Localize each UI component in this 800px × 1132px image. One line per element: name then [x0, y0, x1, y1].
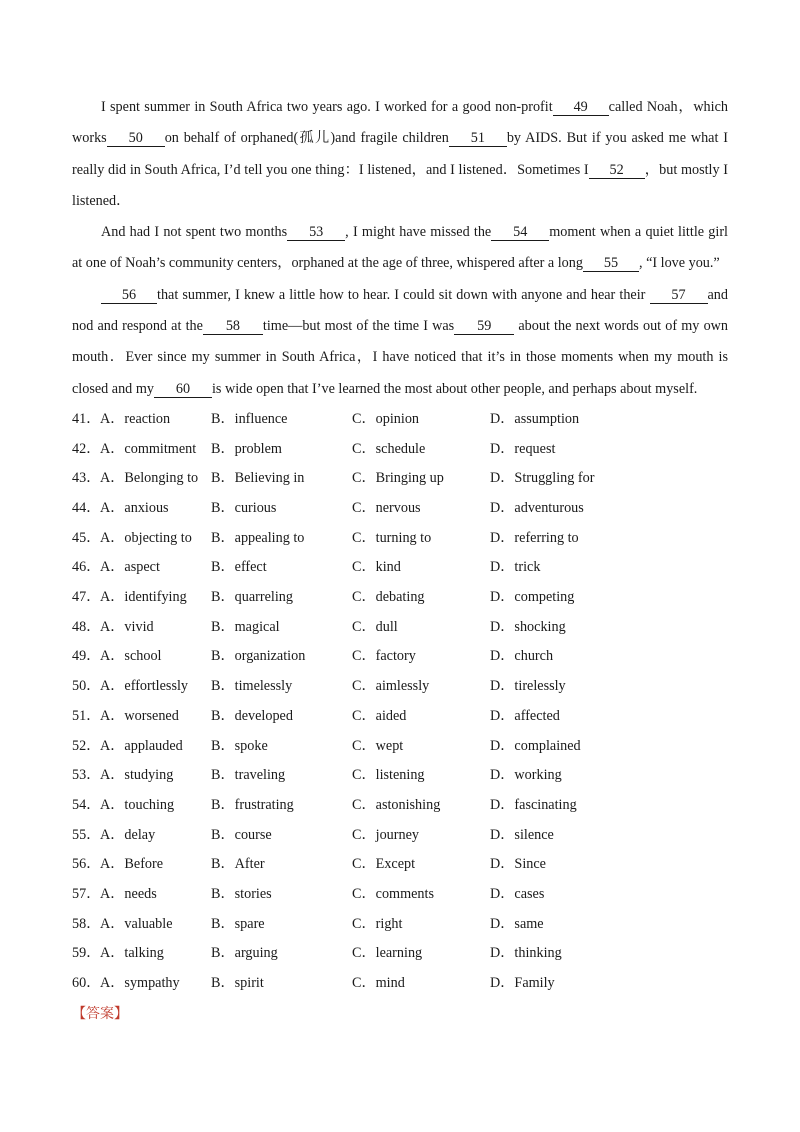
- passage-text: called Noah，which works: [72, 99, 728, 147]
- option-d: D．church: [490, 648, 554, 665]
- option-d: D．fascinating: [490, 796, 577, 813]
- question-number: 42．: [72, 440, 101, 457]
- question-number: 49．: [72, 648, 101, 665]
- option-row-51: [72, 702, 728, 732]
- option-a: A．school: [100, 648, 162, 665]
- option-d: D．thinking: [490, 945, 562, 962]
- option-a: A．aspect: [100, 559, 160, 576]
- option-b: B．stories: [211, 885, 272, 902]
- option-a: A．vivid: [100, 618, 154, 635]
- passage-text: and nod and respond at the: [72, 286, 728, 335]
- passage-text: And had I not spent two months: [101, 224, 288, 241]
- option-d: D．request: [490, 440, 556, 457]
- option-d: D．affected: [490, 707, 560, 724]
- option-a: A．worsened: [100, 707, 179, 724]
- option-a: A．studying: [100, 767, 174, 784]
- blank-52: 52: [589, 163, 645, 179]
- blank-54: 54: [491, 225, 549, 241]
- option-a: A．valuable: [100, 915, 173, 932]
- option-b: B．After: [211, 856, 265, 873]
- option-a: A．touching: [100, 796, 175, 813]
- option-a: A．objecting to: [100, 529, 192, 546]
- option-c: C．learning: [352, 945, 423, 962]
- blank-56: 56: [101, 288, 157, 304]
- passage-paragraph-2: [72, 217, 728, 280]
- option-row-54: [72, 791, 728, 821]
- passage-text: moment when a quiet little girl at one of Noah’s community centers，orphaned at the age of three, whispered after a long: [72, 224, 728, 272]
- option-c: C．wept: [352, 737, 404, 754]
- option-b: B．spare: [211, 915, 265, 932]
- option-b: B．organization: [211, 648, 306, 665]
- question-number: 53．: [72, 767, 101, 784]
- question-number: 43．: [72, 470, 101, 487]
- option-c: C．mind: [352, 975, 405, 992]
- option-a: A．commitment: [100, 440, 197, 457]
- option-row-53: [72, 761, 728, 791]
- option-b: B．influence: [211, 410, 288, 427]
- blank-57: 57: [650, 288, 708, 304]
- passage-text: ，but mostly I listened．: [72, 161, 728, 209]
- option-b: B．effect: [211, 559, 267, 576]
- option-b: B．frustrating: [211, 796, 294, 813]
- option-row-47: [72, 583, 728, 613]
- option-b: B．course: [211, 826, 272, 843]
- blank-59: 59: [454, 319, 514, 335]
- option-row-46: [72, 553, 728, 583]
- option-c: C．aimlessly: [352, 678, 430, 695]
- option-c: C．listening: [352, 767, 425, 784]
- option-row-49: [72, 642, 728, 672]
- option-row-44: [72, 494, 728, 524]
- option-d: D．tirelessly: [490, 678, 566, 695]
- option-a: A．anxious: [100, 500, 169, 517]
- option-d: D．silence: [490, 826, 554, 843]
- option-row-43: [72, 464, 728, 494]
- question-number: 50．: [72, 678, 101, 695]
- question-number: 44．: [72, 500, 101, 517]
- option-c: C．aided: [352, 707, 407, 724]
- option-a: A．reaction: [100, 410, 171, 427]
- option-row-45: [72, 524, 728, 554]
- option-d: D．working: [490, 767, 562, 784]
- option-b: B．appealing to: [211, 529, 305, 546]
- blank-51: 51: [449, 131, 507, 147]
- question-number: 55．: [72, 826, 101, 843]
- option-c: C．journey: [352, 826, 419, 843]
- blank-58: 58: [203, 319, 263, 335]
- option-a: A．applauded: [100, 737, 183, 754]
- option-b: B．traveling: [211, 767, 286, 784]
- option-b: B．arguing: [211, 945, 278, 962]
- option-d: D．assumption: [490, 410, 580, 427]
- option-d: D．referring to: [490, 529, 579, 546]
- option-c: C．dull: [352, 618, 398, 635]
- option-d: D．complained: [490, 737, 581, 754]
- question-number: 54．: [72, 796, 101, 813]
- option-row-57: [72, 880, 728, 910]
- option-d: D．shocking: [490, 618, 566, 635]
- blank-60: 60: [154, 382, 212, 398]
- option-d: D．same: [490, 915, 544, 932]
- option-d: D．trick: [490, 559, 541, 576]
- option-row-50: [72, 672, 728, 702]
- option-b: B．quarreling: [211, 589, 293, 606]
- question-number: 60．: [72, 975, 101, 992]
- document-page: [72, 92, 728, 1023]
- question-number: 56．: [72, 856, 101, 873]
- option-row-48: [72, 613, 728, 643]
- option-row-52: [72, 732, 728, 762]
- question-number: 47．: [72, 589, 101, 606]
- passage-text: that summer, I knew a little how to hear. I could sit down with anyone and hear their: [157, 286, 650, 303]
- option-d: D．adventurous: [490, 500, 584, 517]
- option-c: C．factory: [352, 648, 416, 665]
- question-number: 58．: [72, 915, 101, 932]
- option-d: D．cases: [490, 885, 545, 902]
- question-number: 46．: [72, 559, 101, 576]
- passage-text: on behalf of orphaned(孤儿)and fragile children: [164, 130, 449, 147]
- option-a: A．talking: [100, 945, 164, 962]
- option-c: C．kind: [352, 559, 401, 576]
- blank-53: 53: [287, 225, 345, 241]
- passage-paragraph-3: [72, 280, 728, 405]
- option-d: D．Family: [490, 975, 555, 992]
- question-number: 57．: [72, 885, 101, 902]
- passage-text: is wide open that I’ve learned the most about other people, and perhaps about myself.: [211, 380, 698, 397]
- passage-text: by AIDS. But if you asked me what I really did in South Africa, I’d tell you one thing：I listened，and I listened．Sometimes I: [72, 130, 728, 178]
- option-a: A．identifying: [100, 589, 187, 606]
- option-row-42: [72, 435, 728, 465]
- passage-text: , I might have missed the: [345, 224, 492, 241]
- question-number: 51．: [72, 707, 101, 724]
- question-number: 45．: [72, 529, 101, 546]
- option-row-56: [72, 850, 728, 880]
- question-number: 41．: [72, 410, 101, 427]
- option-c: C．turning to: [352, 529, 432, 546]
- option-a: A．needs: [100, 885, 157, 902]
- passage-text: time—but most of the time I was: [262, 318, 455, 335]
- option-a: A．delay: [100, 826, 156, 843]
- option-c: C．comments: [352, 885, 434, 902]
- option-row-55: [72, 821, 728, 851]
- option-b: B．developed: [211, 707, 293, 724]
- option-row-58: [72, 910, 728, 940]
- question-number: 59．: [72, 945, 101, 962]
- option-d: D．Struggling for: [490, 470, 595, 487]
- option-b: B．curious: [211, 500, 277, 517]
- option-c: C．right: [352, 915, 403, 932]
- option-c: C．opinion: [352, 410, 420, 427]
- option-c: C．Bringing up: [352, 470, 444, 487]
- option-b: B．Believing in: [211, 470, 305, 487]
- passage-text: I spent summer in South Africa two years ago. I worked for a good non-profit: [101, 99, 553, 115]
- option-a: A．sympathy: [100, 975, 180, 992]
- question-number: 52．: [72, 737, 101, 754]
- option-b: B．magical: [211, 618, 280, 635]
- option-d: D．Since: [490, 856, 546, 873]
- passage-paragraph-1: [72, 92, 728, 217]
- option-a: A．effortlessly: [100, 678, 188, 695]
- passage-text: , “I love you.”: [638, 255, 720, 272]
- option-c: C．astonishing: [352, 796, 441, 813]
- option-b: B．timelessly: [211, 678, 293, 695]
- option-b: B．spirit: [211, 975, 264, 992]
- option-c: C．schedule: [352, 440, 426, 457]
- blank-49: 49: [553, 100, 609, 116]
- option-b: B．problem: [211, 440, 282, 457]
- option-row-41: [72, 405, 728, 435]
- option-a: A．Before: [100, 856, 164, 873]
- option-b: B．spoke: [211, 737, 268, 754]
- option-row-60: [72, 969, 728, 999]
- option-c: C．Except: [352, 856, 416, 873]
- option-c: C．debating: [352, 589, 425, 606]
- option-c: C．nervous: [352, 500, 421, 517]
- blank-55: 55: [583, 256, 639, 272]
- blank-50: 50: [107, 131, 165, 147]
- option-d: D．competing: [490, 589, 575, 606]
- question-number: 48．: [72, 618, 101, 635]
- option-a: A．Belonging to: [100, 470, 199, 487]
- passage-text: about the next words out of my own mouth．Ever since my summer in South Africa，I have noticed that it’s in those moments when my mouth is closed and my: [72, 318, 728, 397]
- option-row-59: [72, 939, 728, 969]
- answer-label: 【答案】: [72, 1005, 128, 1022]
- options-list: [72, 405, 728, 999]
